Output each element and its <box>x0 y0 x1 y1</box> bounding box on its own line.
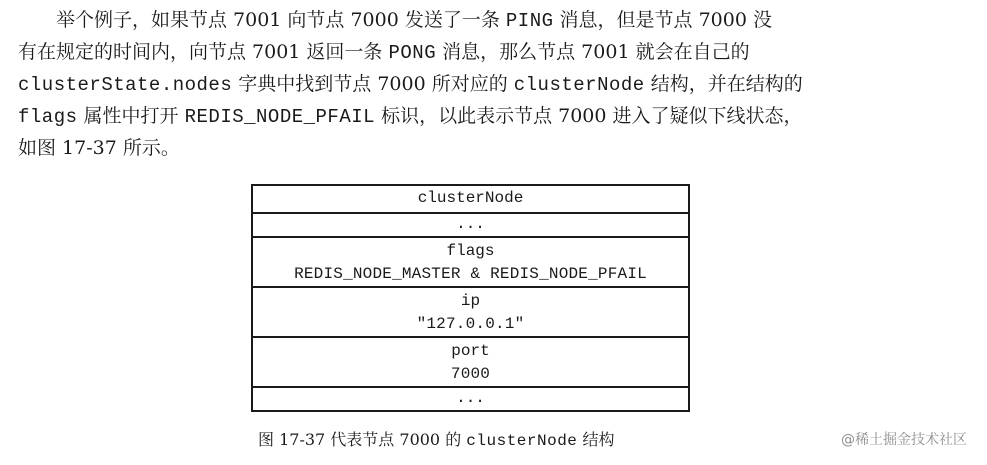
code-cluster-state-nodes: clusterState.nodes <box>18 74 233 96</box>
field-name: ip <box>460 292 481 310</box>
code-pong: PONG <box>388 42 437 64</box>
caption-suffix: 结构 <box>577 430 615 449</box>
paragraph-line-3 <box>18 68 968 100</box>
struct-header: clusterNode <box>417 189 524 207</box>
field-name: flags <box>446 242 495 260</box>
code-redis-node-pfail: REDIS_NODE_PFAIL <box>184 106 376 128</box>
field-value: "127.0.0.1" <box>416 315 525 333</box>
text-run: 消息，那么节点 7001 就会在自己的 <box>436 41 750 63</box>
text-run: 字典中找到节点 7000 所对应的 <box>232 73 514 95</box>
text-run: 标识，以此表示节点 7000 进入了疑似下线状态， <box>375 105 803 127</box>
text-run: 举个例子，如果节点 7001 向节点 7000 发送了一条 <box>56 9 506 31</box>
caption-prefix: 图 17-37 代表节点 7000 的 <box>258 430 467 449</box>
cluster-node-struct-diagram <box>251 184 690 412</box>
paragraph-line-2 <box>18 36 968 68</box>
struct-ellipsis-top: ... <box>253 212 688 236</box>
paragraph-line-4 <box>18 100 968 132</box>
text-run: 结构，并在结构的 <box>644 73 803 95</box>
body-paragraph <box>18 4 968 164</box>
code-ping: PING <box>505 10 554 32</box>
figure-caption <box>258 428 615 453</box>
paragraph-line-5 <box>18 132 968 164</box>
text-run: 有在规定的时间内，向节点 7001 返回一条 <box>18 41 389 63</box>
field-value: REDIS_NODE_MASTER & REDIS_NODE_PFAIL <box>294 265 647 283</box>
struct-field-ip <box>253 286 688 336</box>
code-cluster-node: clusterNode <box>513 74 645 96</box>
struct-ellipsis-bottom: ... <box>253 386 688 410</box>
code-flags: flags <box>18 106 78 128</box>
field-name: port <box>451 342 490 360</box>
caption-code: clusterNode <box>466 432 578 450</box>
text-run: 消息，但是节点 7000 没 <box>553 9 772 31</box>
text-run: 属性中打开 <box>77 105 185 127</box>
watermark: @稀土掘金技术社区 <box>841 432 967 448</box>
text-run: 如图 17-37 所示。 <box>18 137 180 159</box>
paragraph-line-1 <box>18 4 968 36</box>
struct-field-flags <box>253 236 688 286</box>
struct-field-port <box>253 336 688 386</box>
field-value: 7000 <box>450 365 491 383</box>
